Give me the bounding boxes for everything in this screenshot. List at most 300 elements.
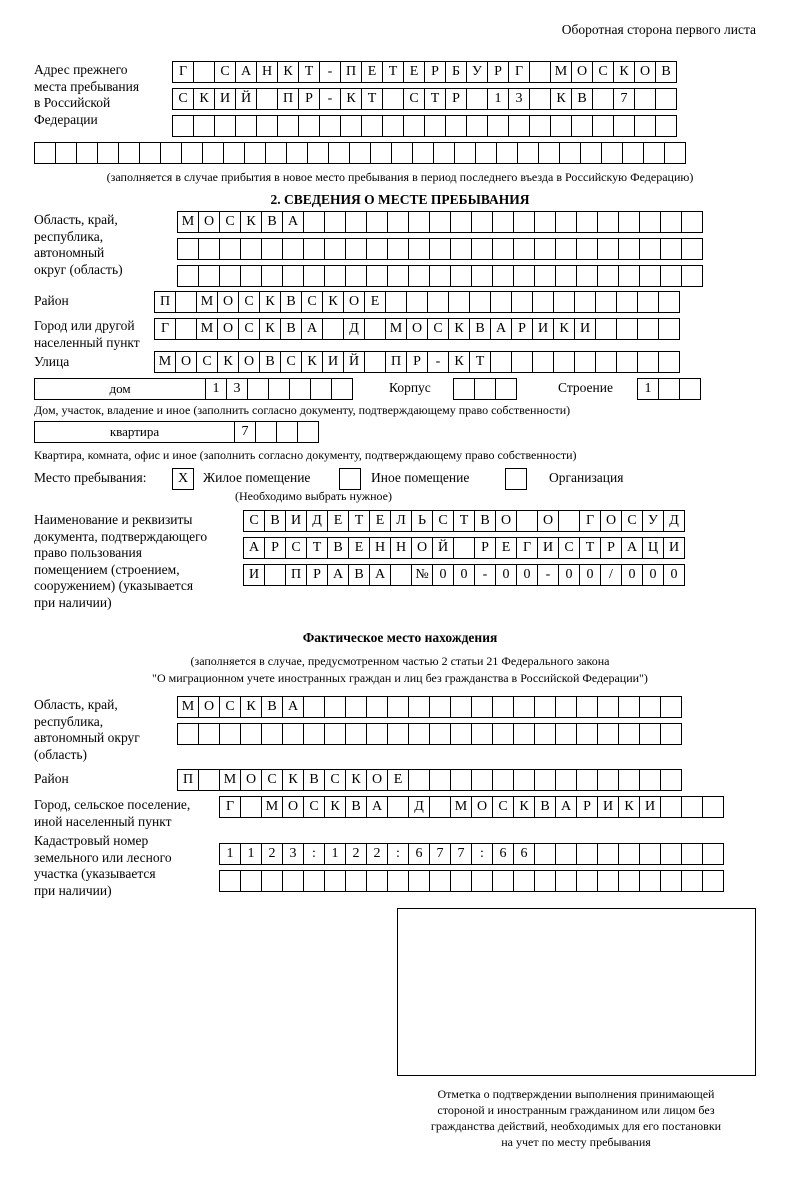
prev-address-r2-cell-16[interactable]: 1	[487, 88, 509, 110]
region-r1-cell-19[interactable]	[555, 211, 577, 233]
house-cell-2[interactable]: 3	[226, 378, 248, 400]
street-cell-24[interactable]	[637, 351, 659, 373]
actual-region-r1-cell-13[interactable]	[429, 696, 451, 718]
prev-address-r1-cell-24[interactable]: В	[655, 61, 677, 83]
doc-r3-cell-15[interactable]: -	[537, 564, 559, 586]
cadastral-r1-cell-9[interactable]: :	[387, 843, 409, 865]
korpus-cells[interactable]	[453, 378, 516, 400]
region-r3-cell-12[interactable]	[408, 265, 430, 287]
cadastral-r1-cell-22[interactable]	[660, 843, 682, 865]
doc-r2-cell-12[interactable]: Р	[474, 537, 496, 559]
actual-region-r2-cell-2[interactable]	[198, 723, 220, 745]
city-cell-7[interactable]: В	[280, 318, 302, 340]
doc-r2-cell-19[interactable]: А	[621, 537, 643, 559]
actual-city-cell-13[interactable]: О	[471, 796, 493, 818]
actual-region-r1-cell-8[interactable]	[324, 696, 346, 718]
prev-address-r4-cell-25[interactable]	[538, 142, 560, 164]
actual-region-r2-cell-13[interactable]	[429, 723, 451, 745]
doc-r1-cell-1[interactable]: С	[243, 510, 265, 532]
prev-address-r4-cell-28[interactable]	[601, 142, 623, 164]
doc-r2-cell-15[interactable]: И	[537, 537, 559, 559]
district-cell-23[interactable]	[616, 291, 638, 313]
prev-address-r4-cell-27[interactable]	[580, 142, 602, 164]
prev-address-r4-cell-14[interactable]	[307, 142, 329, 164]
doc-r2-cell-17[interactable]: Т	[579, 537, 601, 559]
prev-address-r1-cell-16[interactable]: Р	[487, 61, 509, 83]
house-cell-1[interactable]: 1	[205, 378, 227, 400]
actual-district-row[interactable]	[177, 769, 681, 791]
region-r3-cell-1[interactable]	[177, 265, 199, 287]
actual-city-cell-5[interactable]: С	[303, 796, 325, 818]
actual-region-r1-cell-1[interactable]: М	[177, 696, 199, 718]
prev-address-r3-cell-10[interactable]	[361, 115, 383, 137]
cadastral-row-1[interactable]	[219, 843, 723, 865]
prev-address-r3-cell-17[interactable]	[508, 115, 530, 137]
region-r3-cell-3[interactable]	[219, 265, 241, 287]
prev-address-r2-cell-19[interactable]: К	[550, 88, 572, 110]
region-r2-cell-22[interactable]	[618, 238, 640, 260]
region-r1-cell-12[interactable]	[408, 211, 430, 233]
region-r3-cell-24[interactable]	[660, 265, 682, 287]
street-cell-6[interactable]: В	[259, 351, 281, 373]
doc-r2-cell-2[interactable]: Р	[264, 537, 286, 559]
region-r3-cell-2[interactable]	[198, 265, 220, 287]
doc-r3-cell-3[interactable]: П	[285, 564, 307, 586]
cadastral-r2-cell-15[interactable]	[513, 870, 535, 892]
prev-address-r3-cell-1[interactable]	[172, 115, 194, 137]
prev-address-r2-cell-21[interactable]	[592, 88, 614, 110]
actual-city-row[interactable]	[219, 796, 723, 818]
actual-city-cell-4[interactable]: О	[282, 796, 304, 818]
street-cell-10[interactable]: Й	[343, 351, 365, 373]
region-r3-cell-4[interactable]	[240, 265, 262, 287]
actual-region-r1-cell-9[interactable]	[345, 696, 367, 718]
actual-district-cell-19[interactable]	[555, 769, 577, 791]
district-cell-5[interactable]: С	[238, 291, 260, 313]
prev-address-r4-cell-21[interactable]	[454, 142, 476, 164]
actual-region-r1-cell-20[interactable]	[576, 696, 598, 718]
actual-city-cell-12[interactable]: М	[450, 796, 472, 818]
actual-region-r1-cell-18[interactable]	[534, 696, 556, 718]
prev-address-r2-cell-15[interactable]	[466, 88, 488, 110]
city-cell-14[interactable]: С	[427, 318, 449, 340]
street-cell-1[interactable]: М	[154, 351, 176, 373]
prev-address-r2-cell-1[interactable]: С	[172, 88, 194, 110]
document-row-3[interactable]	[243, 564, 684, 586]
prev-address-r1-cell-19[interactable]: М	[550, 61, 572, 83]
doc-r1-cell-5[interactable]: Е	[327, 510, 349, 532]
district-cell-25[interactable]	[658, 291, 680, 313]
street-cell-19[interactable]	[532, 351, 554, 373]
doc-r2-cell-13[interactable]: Е	[495, 537, 517, 559]
cadastral-r1-cell-20[interactable]	[618, 843, 640, 865]
flat-cell-1[interactable]: 7	[234, 421, 256, 443]
prev-address-r4-cell-8[interactable]	[181, 142, 203, 164]
region-r2-cell-19[interactable]	[555, 238, 577, 260]
prev-address-r1-cell-20[interactable]: О	[571, 61, 593, 83]
street-cell-11[interactable]	[364, 351, 386, 373]
actual-city-cell-7[interactable]: В	[345, 796, 367, 818]
district-cell-19[interactable]	[532, 291, 554, 313]
prev-address-r2-cell-6[interactable]: П	[277, 88, 299, 110]
prev-address-r1-cell-1[interactable]: Г	[172, 61, 194, 83]
street-cell-21[interactable]	[574, 351, 596, 373]
actual-region-r1-cell-14[interactable]	[450, 696, 472, 718]
section2-region-row-2[interactable]	[177, 238, 702, 260]
actual-region-r2-cell-19[interactable]	[555, 723, 577, 745]
doc-r1-cell-20[interactable]: У	[642, 510, 664, 532]
region-r3-cell-9[interactable]	[345, 265, 367, 287]
house-cell-3[interactable]	[247, 378, 269, 400]
doc-r2-cell-21[interactable]: И	[663, 537, 685, 559]
prev-address-r4-cell-10[interactable]	[223, 142, 245, 164]
district-cell-9[interactable]: К	[322, 291, 344, 313]
cadastral-r1-cell-8[interactable]: 2	[366, 843, 388, 865]
prev-address-r1-cell-18[interactable]	[529, 61, 551, 83]
prev-address-r1-cell-4[interactable]: А	[235, 61, 257, 83]
cadastral-r2-cell-14[interactable]	[492, 870, 514, 892]
actual-city-cell-14[interactable]: С	[492, 796, 514, 818]
prev-address-r4-cell-17[interactable]	[370, 142, 392, 164]
doc-r2-cell-5[interactable]: В	[327, 537, 349, 559]
doc-r3-cell-10[interactable]: 0	[432, 564, 454, 586]
region-r1-cell-20[interactable]	[576, 211, 598, 233]
cadastral-r1-cell-7[interactable]: 2	[345, 843, 367, 865]
street-cell-14[interactable]: -	[427, 351, 449, 373]
region-r3-cell-17[interactable]	[513, 265, 535, 287]
city-cell-5[interactable]: С	[238, 318, 260, 340]
region-r1-cell-5[interactable]: В	[261, 211, 283, 233]
section2-street-row[interactable]	[154, 351, 679, 373]
region-r3-cell-15[interactable]	[471, 265, 493, 287]
actual-district-cell-3[interactable]: М	[219, 769, 241, 791]
prev-address-r4-cell-5[interactable]	[118, 142, 140, 164]
house-cell-7[interactable]	[331, 378, 353, 400]
actual-region-r2-cell-22[interactable]	[618, 723, 640, 745]
actual-district-cell-10[interactable]: О	[366, 769, 388, 791]
region-r1-cell-14[interactable]	[450, 211, 472, 233]
actual-region-r2-cell-12[interactable]	[408, 723, 430, 745]
actual-district-cell-2[interactable]	[198, 769, 220, 791]
prev-address-r3-cell-8[interactable]	[319, 115, 341, 137]
cadastral-r1-cell-18[interactable]	[576, 843, 598, 865]
doc-r2-cell-4[interactable]: Т	[306, 537, 328, 559]
doc-r2-cell-10[interactable]: Й	[432, 537, 454, 559]
prev-address-r3-cell-11[interactable]	[382, 115, 404, 137]
city-cell-10[interactable]: Д	[343, 318, 365, 340]
prev-address-r1-cell-9[interactable]: П	[340, 61, 362, 83]
doc-r1-cell-9[interactable]: Ь	[411, 510, 433, 532]
cadastral-r2-cell-20[interactable]	[618, 870, 640, 892]
doc-r1-cell-15[interactable]: О	[537, 510, 559, 532]
prev-address-r3-cell-5[interactable]	[256, 115, 278, 137]
actual-district-cell-6[interactable]: К	[282, 769, 304, 791]
cadastral-r1-cell-2[interactable]: 1	[240, 843, 262, 865]
city-cell-19[interactable]: И	[532, 318, 554, 340]
city-cell-1[interactable]: Г	[154, 318, 176, 340]
street-cell-3[interactable]: С	[196, 351, 218, 373]
region-r3-cell-8[interactable]	[324, 265, 346, 287]
district-cell-13[interactable]	[406, 291, 428, 313]
region-r2-cell-8[interactable]	[324, 238, 346, 260]
prev-address-r4-cell-23[interactable]	[496, 142, 518, 164]
region-r2-cell-21[interactable]	[597, 238, 619, 260]
actual-district-cell-14[interactable]	[450, 769, 472, 791]
prev-address-r2-cell-17[interactable]: 3	[508, 88, 530, 110]
city-cell-17[interactable]: А	[490, 318, 512, 340]
prev-address-r2-cell-7[interactable]: Р	[298, 88, 320, 110]
place-type-organization-checkbox[interactable]	[505, 468, 527, 490]
korpus-cell-1[interactable]	[453, 378, 475, 400]
city-cell-6[interactable]: К	[259, 318, 281, 340]
doc-r2-cell-20[interactable]: Ц	[642, 537, 664, 559]
prev-address-r3-cell-7[interactable]	[298, 115, 320, 137]
district-cell-6[interactable]: К	[259, 291, 281, 313]
doc-r1-cell-14[interactable]	[516, 510, 538, 532]
house-cell-4[interactable]	[268, 378, 290, 400]
cadastral-r2-cell-19[interactable]	[597, 870, 619, 892]
doc-r1-cell-6[interactable]: Т	[348, 510, 370, 532]
doc-r3-cell-17[interactable]: 0	[579, 564, 601, 586]
document-row-2[interactable]	[243, 537, 684, 559]
prev-address-r4-cell-26[interactable]	[559, 142, 581, 164]
cadastral-r1-cell-5[interactable]: :	[303, 843, 325, 865]
region-r2-cell-15[interactable]	[471, 238, 493, 260]
prev-address-r3-cell-23[interactable]	[634, 115, 656, 137]
actual-region-r2-cell-23[interactable]	[639, 723, 661, 745]
doc-r1-cell-17[interactable]: Г	[579, 510, 601, 532]
doc-r2-cell-3[interactable]: С	[285, 537, 307, 559]
actual-region-r1-cell-11[interactable]	[387, 696, 409, 718]
cadastral-r2-cell-5[interactable]	[303, 870, 325, 892]
doc-r2-cell-9[interactable]: О	[411, 537, 433, 559]
city-cell-21[interactable]: И	[574, 318, 596, 340]
prev-address-r2-cell-3[interactable]: И	[214, 88, 236, 110]
actual-district-cell-18[interactable]	[534, 769, 556, 791]
actual-region-r2-cell-4[interactable]	[240, 723, 262, 745]
region-r3-cell-21[interactable]	[597, 265, 619, 287]
doc-r2-cell-18[interactable]: Р	[600, 537, 622, 559]
section2-region-row-1[interactable]	[177, 211, 702, 233]
actual-region-r2-cell-21[interactable]	[597, 723, 619, 745]
district-cell-20[interactable]	[553, 291, 575, 313]
prev-address-r3-cell-13[interactable]	[424, 115, 446, 137]
doc-r3-cell-18[interactable]: /	[600, 564, 622, 586]
actual-district-cell-4[interactable]: О	[240, 769, 262, 791]
prev-address-r2-cell-5[interactable]	[256, 88, 278, 110]
actual-region-row-2[interactable]	[177, 723, 681, 745]
stroenie-cell-2[interactable]	[658, 378, 680, 400]
cadastral-r2-cell-12[interactable]	[450, 870, 472, 892]
prev-address-r1-cell-7[interactable]: Т	[298, 61, 320, 83]
prev-address-r3-cell-3[interactable]	[214, 115, 236, 137]
actual-region-r1-cell-15[interactable]	[471, 696, 493, 718]
region-r2-cell-9[interactable]	[345, 238, 367, 260]
actual-region-r2-cell-6[interactable]	[282, 723, 304, 745]
doc-r3-cell-21[interactable]: 0	[663, 564, 685, 586]
doc-r1-cell-21[interactable]: Д	[663, 510, 685, 532]
doc-r3-cell-8[interactable]	[390, 564, 412, 586]
actual-region-r1-cell-23[interactable]	[639, 696, 661, 718]
doc-r3-cell-20[interactable]: 0	[642, 564, 664, 586]
city-cell-2[interactable]	[175, 318, 197, 340]
district-cell-18[interactable]	[511, 291, 533, 313]
city-cell-11[interactable]	[364, 318, 386, 340]
stroenie-cell-3[interactable]	[679, 378, 701, 400]
prev-address-r2-cell-2[interactable]: К	[193, 88, 215, 110]
cadastral-r2-cell-10[interactable]	[408, 870, 430, 892]
region-r2-cell-12[interactable]	[408, 238, 430, 260]
street-cell-23[interactable]	[616, 351, 638, 373]
actual-region-r2-cell-15[interactable]	[471, 723, 493, 745]
city-cell-12[interactable]: М	[385, 318, 407, 340]
prev-address-r3-cell-16[interactable]	[487, 115, 509, 137]
cadastral-r2-cell-13[interactable]	[471, 870, 493, 892]
cadastral-r1-cell-12[interactable]: 7	[450, 843, 472, 865]
region-r3-cell-20[interactable]	[576, 265, 598, 287]
doc-r1-cell-2[interactable]: В	[264, 510, 286, 532]
doc-r2-cell-6[interactable]: Е	[348, 537, 370, 559]
prev-address-r1-cell-5[interactable]: Н	[256, 61, 278, 83]
cadastral-r1-cell-1[interactable]: 1	[219, 843, 241, 865]
prev-address-r3-cell-15[interactable]	[466, 115, 488, 137]
actual-city-cell-18[interactable]: Р	[576, 796, 598, 818]
cadastral-r2-cell-6[interactable]	[324, 870, 346, 892]
actual-region-r1-cell-4[interactable]: К	[240, 696, 262, 718]
region-r1-cell-15[interactable]	[471, 211, 493, 233]
actual-region-r2-cell-1[interactable]	[177, 723, 199, 745]
doc-r3-cell-5[interactable]: А	[327, 564, 349, 586]
actual-region-r1-cell-12[interactable]	[408, 696, 430, 718]
actual-region-r1-cell-10[interactable]	[366, 696, 388, 718]
actual-region-r2-cell-24[interactable]	[660, 723, 682, 745]
prev-address-r4-cell-19[interactable]	[412, 142, 434, 164]
region-r1-cell-24[interactable]	[660, 211, 682, 233]
doc-r2-cell-14[interactable]: Г	[516, 537, 538, 559]
prev-address-r2-cell-14[interactable]: Р	[445, 88, 467, 110]
place-type-other-checkbox[interactable]	[339, 468, 361, 490]
region-r1-cell-4[interactable]: К	[240, 211, 262, 233]
cadastral-r2-cell-23[interactable]	[681, 870, 703, 892]
actual-district-cell-16[interactable]	[492, 769, 514, 791]
actual-district-cell-5[interactable]: С	[261, 769, 283, 791]
region-r1-cell-16[interactable]	[492, 211, 514, 233]
district-cell-3[interactable]: М	[196, 291, 218, 313]
region-r1-cell-6[interactable]: А	[282, 211, 304, 233]
region-r3-cell-11[interactable]	[387, 265, 409, 287]
flat-cell-4[interactable]	[297, 421, 319, 443]
street-cell-15[interactable]: К	[448, 351, 470, 373]
actual-region-r1-cell-5[interactable]: В	[261, 696, 283, 718]
prev-address-r1-cell-10[interactable]: Е	[361, 61, 383, 83]
cadastral-r1-cell-23[interactable]	[681, 843, 703, 865]
prev-address-r2-cell-18[interactable]	[529, 88, 551, 110]
actual-region-r2-cell-16[interactable]	[492, 723, 514, 745]
actual-city-cell-20[interactable]: К	[618, 796, 640, 818]
cadastral-r1-cell-17[interactable]	[555, 843, 577, 865]
prev-address-r4-cell-7[interactable]	[160, 142, 182, 164]
district-cell-15[interactable]	[448, 291, 470, 313]
region-r3-cell-16[interactable]	[492, 265, 514, 287]
actual-district-cell-1[interactable]: П	[177, 769, 199, 791]
region-r1-cell-13[interactable]	[429, 211, 451, 233]
region-r2-cell-7[interactable]	[303, 238, 325, 260]
prev-address-row-2[interactable]	[172, 88, 676, 110]
actual-city-cell-19[interactable]: И	[597, 796, 619, 818]
actual-region-r1-cell-3[interactable]: С	[219, 696, 241, 718]
actual-region-r2-cell-10[interactable]	[366, 723, 388, 745]
doc-r1-cell-8[interactable]: Л	[390, 510, 412, 532]
korpus-cell-3[interactable]	[495, 378, 517, 400]
prev-address-r4-cell-6[interactable]	[139, 142, 161, 164]
street-cell-5[interactable]: О	[238, 351, 260, 373]
region-r2-cell-1[interactable]	[177, 238, 199, 260]
cadastral-r2-cell-1[interactable]	[219, 870, 241, 892]
actual-district-cell-22[interactable]	[618, 769, 640, 791]
region-r1-cell-25[interactable]	[681, 211, 703, 233]
prev-address-r2-cell-4[interactable]: Й	[235, 88, 257, 110]
prev-address-r1-cell-11[interactable]: Т	[382, 61, 404, 83]
actual-district-cell-11[interactable]: Е	[387, 769, 409, 791]
doc-r2-cell-8[interactable]: Н	[390, 537, 412, 559]
flat-number-cells[interactable]	[234, 421, 318, 443]
region-r1-cell-22[interactable]	[618, 211, 640, 233]
actual-region-r1-cell-17[interactable]	[513, 696, 535, 718]
region-r2-cell-3[interactable]	[219, 238, 241, 260]
district-cell-11[interactable]: Е	[364, 291, 386, 313]
district-cell-16[interactable]	[469, 291, 491, 313]
prev-address-r2-cell-24[interactable]	[655, 88, 677, 110]
prev-address-r1-cell-15[interactable]: У	[466, 61, 488, 83]
district-cell-21[interactable]	[574, 291, 596, 313]
region-r2-cell-2[interactable]	[198, 238, 220, 260]
city-cell-22[interactable]	[595, 318, 617, 340]
place-type-residential-checkbox[interactable]: X	[172, 468, 194, 490]
prev-address-r2-cell-13[interactable]: Т	[424, 88, 446, 110]
prev-address-r1-cell-6[interactable]: К	[277, 61, 299, 83]
doc-r3-cell-14[interactable]: 0	[516, 564, 538, 586]
prev-address-r2-cell-23[interactable]	[634, 88, 656, 110]
prev-address-r1-cell-22[interactable]: К	[613, 61, 635, 83]
street-cell-2[interactable]: О	[175, 351, 197, 373]
prev-address-r1-cell-23[interactable]: О	[634, 61, 656, 83]
cadastral-r2-cell-4[interactable]	[282, 870, 304, 892]
flat-cell-3[interactable]	[276, 421, 298, 443]
prev-address-r1-cell-8[interactable]: -	[319, 61, 341, 83]
street-cell-9[interactable]: И	[322, 351, 344, 373]
korpus-cell-2[interactable]	[474, 378, 496, 400]
actual-district-cell-15[interactable]	[471, 769, 493, 791]
actual-region-r1-cell-2[interactable]: О	[198, 696, 220, 718]
actual-region-r1-cell-24[interactable]	[660, 696, 682, 718]
cadastral-r1-cell-3[interactable]: 2	[261, 843, 283, 865]
street-cell-13[interactable]: Р	[406, 351, 428, 373]
district-cell-8[interactable]: С	[301, 291, 323, 313]
actual-city-cell-24[interactable]	[702, 796, 724, 818]
actual-district-cell-13[interactable]	[429, 769, 451, 791]
cadastral-r1-cell-6[interactable]: 1	[324, 843, 346, 865]
prev-address-r2-cell-12[interactable]: С	[403, 88, 425, 110]
street-cell-12[interactable]: П	[385, 351, 407, 373]
prev-address-r1-cell-14[interactable]: Б	[445, 61, 467, 83]
region-r1-cell-23[interactable]	[639, 211, 661, 233]
cadastral-r2-cell-24[interactable]	[702, 870, 724, 892]
doc-r3-cell-13[interactable]: 0	[495, 564, 517, 586]
prev-address-r3-cell-20[interactable]	[571, 115, 593, 137]
region-r2-cell-5[interactable]	[261, 238, 283, 260]
actual-city-cell-2[interactable]	[240, 796, 262, 818]
district-cell-2[interactable]	[175, 291, 197, 313]
